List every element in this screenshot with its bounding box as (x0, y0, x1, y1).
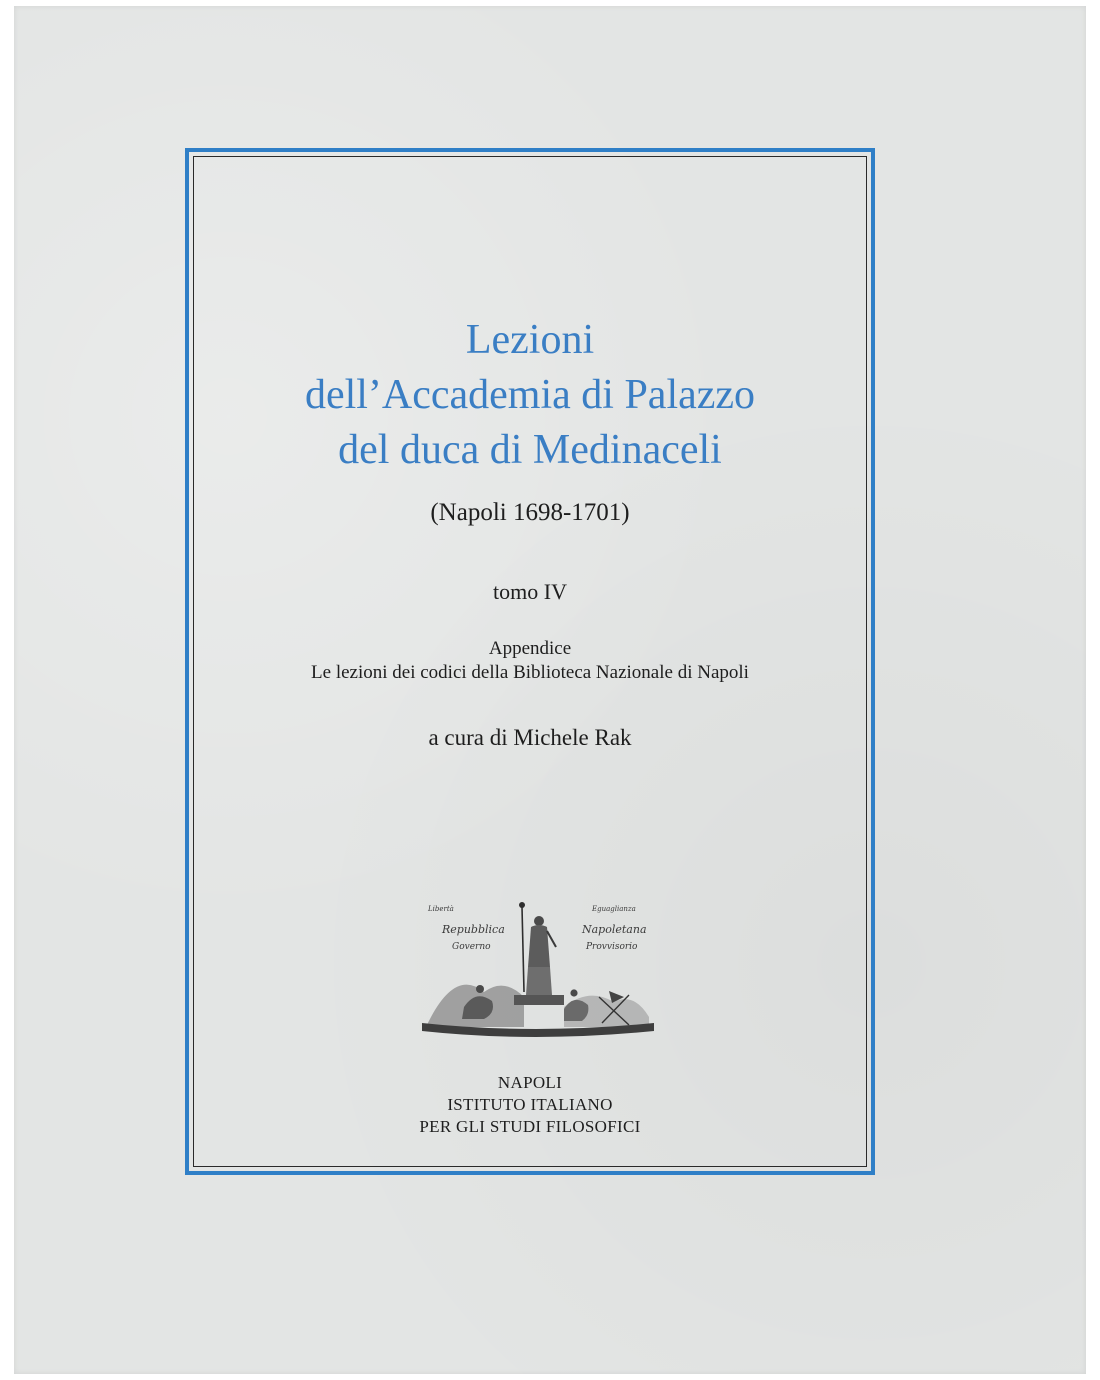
appendix-block (194, 637, 866, 685)
cover-frame-inner (193, 156, 867, 1167)
appendix-subtitle: Le lezioni dei codici della Biblioteca Nazionale di Napoli (311, 662, 749, 683)
date-range: (Napoli 1698-1701) (430, 499, 630, 526)
title-line-3: del duca di Medinaceli (338, 427, 722, 473)
republic-emblem-engraving (414, 897, 659, 1047)
publisher-block (194, 1072, 866, 1138)
book-title (194, 313, 866, 478)
book-cover (14, 6, 1086, 1374)
emblem-left-word-2: Repubblica (442, 923, 505, 936)
title-line-1: Lezioni (465, 317, 595, 363)
emblem-right-word-1: Eguaglianza (592, 905, 636, 913)
liberty-figure (519, 902, 556, 995)
appendix-heading: Appendice (488, 638, 572, 659)
emblem-left-word-3: Governo (452, 942, 491, 952)
publisher-line-2: PER GLI STUDI FILOSOFICI (419, 1117, 641, 1136)
publisher-line-1: ISTITUTO ITALIANO (447, 1095, 613, 1114)
emblem-right-word-3: Provvisorio (586, 942, 638, 952)
volume-number: tomo IV (493, 579, 567, 604)
title-line-2: dell’Accademia di Palazzo (304, 372, 756, 418)
cover-frame-outer (185, 148, 875, 1175)
emblem-left-word-1: Libertà (428, 905, 454, 913)
emblem-pedestal (514, 995, 564, 1005)
editor-credit: a cura di Michele Rak (428, 725, 632, 750)
publisher-city: NAPOLI (497, 1073, 563, 1092)
cover-content (194, 157, 866, 1166)
emblem-right-word-2: Napoletana (582, 923, 647, 936)
